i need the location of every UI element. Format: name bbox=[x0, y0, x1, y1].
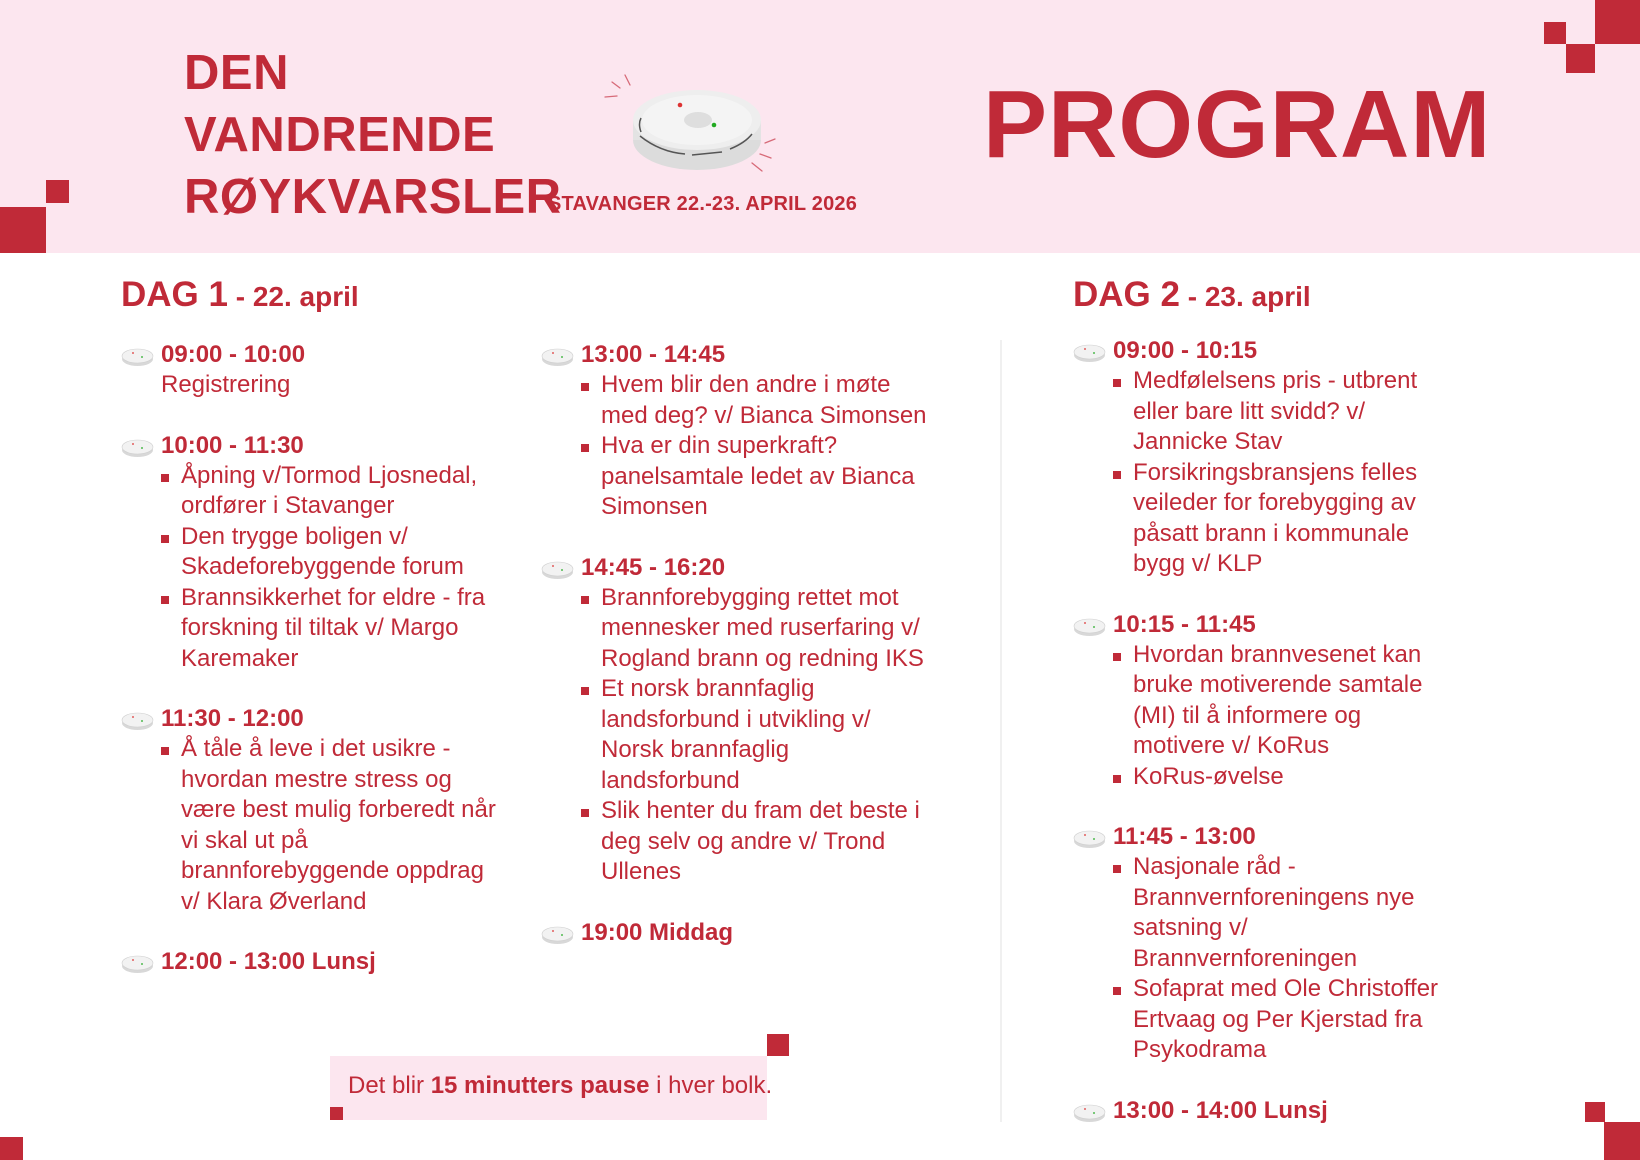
title-line: VANDRENDE bbox=[184, 108, 496, 162]
title-line: RØYKVARSLER bbox=[184, 170, 562, 224]
smoke-detector-icon bbox=[1073, 1103, 1106, 1123]
session-item: Sofaprat med Ole Christoffer Ertvaag og Per Kjerstad fra Psykodrama bbox=[1113, 974, 1443, 1066]
day2-heading bbox=[1073, 275, 1311, 315]
session-item: Et norsk brannfaglig landsforbund i utvikling v/ Norsk brannfaglig landsforbund bbox=[581, 674, 931, 796]
slot-time: 10:15 - 11:45 bbox=[1113, 610, 1256, 638]
slot-text: Registrering bbox=[161, 371, 291, 398]
smoke-detector-icon bbox=[1073, 829, 1106, 849]
schedule-slot bbox=[1073, 610, 1443, 793]
session-list bbox=[1113, 366, 1443, 580]
day2-label: DAG 2 bbox=[1073, 275, 1180, 314]
session-item: Å tåle å leve i det usikre - hvordan mestre stress og være best mulig forberedt når vi skal ut på brannforebyggende oppdrag v/ Klara Øverland bbox=[161, 734, 501, 917]
slot-time: 12:00 - 13:00 Lunsj bbox=[161, 948, 376, 975]
session-item: Den trygge boligen v/ Skadeforebyggende forum bbox=[161, 522, 501, 583]
session-item: KoRus-øvelse bbox=[1113, 762, 1443, 793]
pause-text bbox=[348, 1072, 772, 1100]
schedule-slot bbox=[541, 553, 931, 888]
session-item: Slik henter du fram det beste i deg selv og andre v/ Trond Ullenes bbox=[581, 796, 931, 888]
session-item: Medfølelsens pris - utbrent eller bare litt svidd? v/ Jannicke Stav bbox=[1113, 366, 1443, 458]
pause-text-after: i hver bolk. bbox=[649, 1072, 773, 1099]
slot-time: 11:30 - 12:00 bbox=[161, 705, 304, 732]
session-list bbox=[1113, 852, 1443, 1066]
day1-label: DAG 1 bbox=[121, 275, 228, 314]
pause-note bbox=[330, 1056, 773, 1120]
session-item: Forsikringsbransjens felles veileder for forebygging av påsatt brann i kommunale bygg v/ KLP bbox=[1113, 458, 1443, 580]
session-item: Hva er din superkraft? panelsamtale ledet av Bianca Simonsen bbox=[581, 431, 931, 523]
slot-time: 10:00 - 11:30 bbox=[161, 431, 304, 459]
session-item: Brannsikkerhet for eldre - fra forskning til tiltak v/ Margo Karemaker bbox=[161, 583, 501, 675]
decor-square bbox=[1566, 44, 1595, 73]
header-band bbox=[0, 0, 1640, 253]
session-list bbox=[581, 370, 931, 523]
day2-date: - 23. april bbox=[1179, 281, 1311, 312]
schedule-slot bbox=[121, 340, 501, 401]
smoke-detector-icon bbox=[600, 66, 800, 186]
session-item: Nasjonale råd - Brannvernforeningens nye satsning v/ Brannvernforeningen bbox=[1113, 852, 1443, 974]
session-list bbox=[581, 583, 931, 888]
session-item: Hvem blir den andre i møte med deg? v/ Bianca Simonsen bbox=[581, 370, 931, 431]
slot-time: 13:00 - 14:00 Lunsj bbox=[1113, 1096, 1328, 1124]
decor-square bbox=[1595, 0, 1640, 44]
session-item: Hvordan brannvesenet kan bruke motiverende samtale (MI) til å informere og motivere v/ KoRus bbox=[1113, 640, 1443, 762]
session-list bbox=[161, 461, 501, 675]
smoke-detector-icon bbox=[1073, 617, 1106, 637]
program-title: PROGRAM bbox=[983, 71, 1492, 178]
day1-heading bbox=[121, 275, 359, 315]
smoke-detector-icon bbox=[121, 954, 154, 974]
slot-time: 13:00 - 14:45 bbox=[581, 341, 726, 368]
decor-square bbox=[1544, 22, 1566, 44]
event-title bbox=[184, 42, 562, 228]
slot-time: 11:45 - 13:00 bbox=[1113, 823, 1256, 850]
schedule-slot bbox=[1073, 822, 1443, 1066]
title-line: DEN bbox=[184, 46, 289, 100]
day1-date: - 22. april bbox=[227, 281, 359, 312]
day1-col-right bbox=[541, 340, 931, 978]
session-list bbox=[161, 734, 501, 917]
schedule-slot bbox=[121, 704, 501, 917]
smoke-detector-icon bbox=[541, 347, 574, 367]
slot-time: 09:00 - 10:15 bbox=[1113, 337, 1258, 364]
schedule-slot bbox=[1073, 1096, 1443, 1126]
decor-square bbox=[0, 207, 46, 253]
smoke-detector-icon bbox=[121, 438, 154, 458]
session-item: Brannforebygging rettet mot mennesker med ruserfaring v/ Rogland brann og redning IKS bbox=[581, 583, 931, 675]
column-divider bbox=[1000, 340, 1002, 1122]
slot-time: 19:00 Middag bbox=[581, 918, 734, 946]
smoke-detector-icon bbox=[1073, 343, 1106, 363]
event-subtitle: STAVANGER 22.-23. APRIL 2026 bbox=[548, 193, 858, 215]
session-item: Åpning v/Tormod Ljosnedal, ordfører i Stavanger bbox=[161, 461, 501, 522]
decor-square bbox=[330, 1107, 343, 1120]
schedule-slot bbox=[121, 947, 501, 977]
schedule-slot bbox=[121, 431, 501, 675]
decor-square bbox=[46, 180, 69, 203]
slot-time: 09:00 - 10:00 bbox=[161, 341, 306, 368]
smoke-detector-icon bbox=[121, 711, 154, 731]
smoke-detector-icon bbox=[541, 560, 574, 580]
smoke-detector-icon bbox=[541, 925, 574, 945]
day2-col bbox=[1073, 336, 1443, 1156]
session-list bbox=[1113, 640, 1443, 793]
schedule-slot bbox=[1073, 336, 1443, 580]
slot-time: 14:45 - 16:20 bbox=[581, 553, 726, 581]
pause-text-bold: 15 minutters pause bbox=[430, 1072, 650, 1099]
decor-square bbox=[1604, 1122, 1640, 1160]
schedule-slot bbox=[541, 918, 931, 948]
schedule-slot bbox=[541, 340, 931, 523]
day1-col-left bbox=[121, 340, 501, 1007]
pause-text-before: Det blir bbox=[348, 1072, 431, 1099]
smoke-detector-icon bbox=[121, 347, 154, 367]
decor-square bbox=[0, 1137, 23, 1160]
decor-square bbox=[767, 1034, 789, 1056]
decor-square bbox=[1585, 1102, 1605, 1122]
